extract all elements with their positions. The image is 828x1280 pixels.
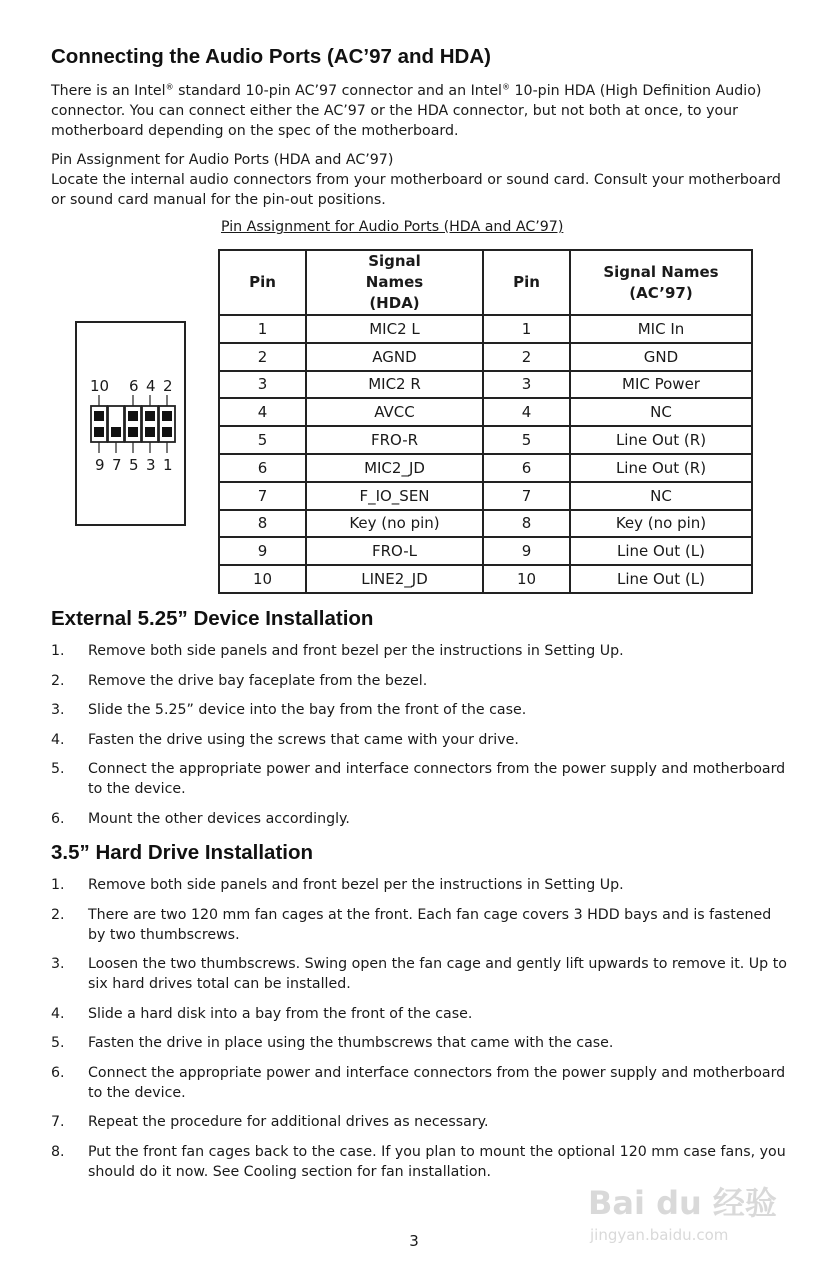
cell-signal-ac97: Line Out (R) (570, 454, 752, 482)
step-number: 3. (51, 702, 65, 718)
cell-pin: 6 (483, 454, 570, 482)
pin-2 (162, 411, 172, 421)
cell-signal-ac97: Line Out (L) (570, 565, 752, 593)
external-heading: External 5.25” Device Installation (51, 607, 374, 630)
list-item (51, 1004, 791, 1024)
pin-assignment-title: Pin Assignment for Audio Ports (HDA and AC’97) (51, 152, 394, 168)
cell-signal-hda: Key (no pin) (306, 510, 483, 538)
step-text: Put the front fan cages back to the case. If you plan to mount the optional 120 mm case fans, you should do it now. See Cooling section for fan installation. (88, 1143, 786, 1180)
step-text: Fasten the drive using the screws that came with your drive. (88, 731, 519, 748)
cell-signal-ac97: Line Out (L) (570, 537, 752, 565)
list-item (51, 809, 791, 829)
connector-diagram (75, 321, 186, 526)
cell-signal-ac97: Line Out (R) (570, 426, 752, 454)
header-signal-hda-label: Signal Names (HDA) (365, 252, 424, 312)
list-item (51, 1112, 791, 1132)
step-text: Fasten the drive in place using the thumbscrews that came with the case. (88, 1035, 614, 1051)
page-number: 3 (409, 1232, 419, 1250)
table-row (219, 343, 752, 371)
table-header-row (219, 250, 752, 315)
pin-9 (94, 427, 104, 437)
step-text: Remove both side panels and front bezel per the instructions in Setting Up. (88, 877, 624, 893)
step-number: 5. (51, 761, 65, 777)
step-text: Slide the 5.25” device into the bay from the front of the case. (88, 702, 527, 718)
pin-label-9: 9 (95, 456, 105, 474)
cell-signal-ac97: MIC In (570, 315, 752, 343)
step-text: There are two 120 mm fan cages at the front. Each fan cage covers 3 HDD bays and is fastened by two thumbscrews. (88, 906, 772, 943)
table-row (219, 482, 752, 510)
list-item (51, 759, 791, 799)
cell-signal-ac97: NC (570, 482, 752, 510)
audio-heading: Connecting the Audio Ports (AC’97 and HDA) (51, 45, 491, 68)
table-row (219, 565, 752, 593)
cell-pin: 10 (483, 565, 570, 593)
pin-1 (162, 427, 172, 437)
step-text: Connect the appropriate power and interface connectors from the power supply and motherboard to the device. (88, 1064, 786, 1101)
step-text: Remove the drive bay faceplate from the bezel. (88, 672, 428, 689)
pin-10 (94, 411, 104, 421)
pin-label-10: 10 (90, 377, 110, 395)
header-pin-hda: Pin (219, 250, 306, 315)
step-number: 4. (51, 731, 65, 748)
cell-pin: 8 (483, 510, 570, 538)
pin-4 (145, 411, 155, 421)
pin-label-1: 1 (163, 456, 173, 474)
step-text: Loosen the two thumbscrews. Swing open the fan cage and gently lift upwards to remove it. Up to six hard drives total can be installed. (88, 956, 787, 992)
table-row (219, 398, 752, 426)
pin-assignment-table (218, 249, 753, 594)
step-number: 7. (51, 1114, 65, 1130)
pin-5 (128, 427, 138, 437)
header-signal-ac97 (570, 250, 752, 315)
cell-pin: 10 (219, 565, 306, 593)
step-text: Connect the appropriate power and interface connectors from the power supply and motherboard to the device. (88, 761, 786, 797)
step-text: Repeat the procedure for additional drives as necessary. (88, 1114, 489, 1130)
hdd-steps-list (51, 875, 791, 1191)
cell-pin: 5 (219, 426, 306, 454)
pin-label-2: 2 (163, 377, 173, 395)
table-row (219, 371, 752, 399)
cell-pin: 3 (483, 371, 570, 399)
step-text: Remove both side panels and front bezel per the instructions in Setting Up. (88, 643, 624, 659)
watermark-url: jingyan.baidu.com (590, 1226, 729, 1244)
pin-label-6: 6 (129, 377, 139, 395)
step-number: 4. (51, 1005, 65, 1022)
table-row (219, 315, 752, 343)
cell-pin: 9 (219, 537, 306, 565)
cell-pin: 4 (219, 398, 306, 426)
table-row (219, 537, 752, 565)
cell-pin: 2 (219, 343, 306, 371)
cell-pin: 5 (483, 426, 570, 454)
cell-signal-hda: AVCC (306, 398, 483, 426)
list-item (51, 1033, 791, 1053)
header-pin-ac97: Pin (483, 250, 570, 315)
cell-pin: 7 (483, 482, 570, 510)
cell-signal-ac97: MIC Power (570, 371, 752, 399)
step-number: 1. (51, 877, 65, 893)
pin-label-3: 3 (146, 456, 156, 474)
list-item (51, 730, 791, 750)
cell-signal-hda: F_IO_SEN (306, 482, 483, 510)
audio-intro: There is an Intel® standard 10-pin AC’97 connector and an Intel® 10-pin HDA (High Definition Audio) connector. You can connect either the AC’97 or the HDA connector, but not both at once, to your motherboard depending on the spec of the motherboard. (51, 82, 762, 139)
cell-signal-hda: FRO-L (306, 537, 483, 565)
hdd-heading: 3.5” Hard Drive Installation (51, 841, 314, 864)
cell-pin: 4 (483, 398, 570, 426)
step-text: Slide a hard disk into a bay from the front of the case. (88, 1005, 473, 1022)
cell-signal-hda: MIC2_JD (306, 454, 483, 482)
table-row (219, 454, 752, 482)
cell-signal-ac97: NC (570, 398, 752, 426)
watermark-logo-text: Bai du 经验 (588, 1184, 777, 1222)
list-item (51, 954, 791, 994)
cell-signal-hda: MIC2 L (306, 315, 483, 343)
step-number: 1. (51, 643, 65, 659)
cell-pin: 3 (219, 371, 306, 399)
cell-signal-hda: AGND (306, 343, 483, 371)
step-number: 5. (51, 1035, 65, 1051)
step-number: 3. (51, 956, 65, 972)
step-number: 2. (51, 906, 65, 923)
pin-7 (111, 427, 121, 437)
list-item (51, 1142, 791, 1182)
pin-3 (145, 427, 155, 437)
connector-pinout-svg (77, 323, 188, 528)
header-signal-hda (306, 250, 483, 315)
cell-pin: 7 (219, 482, 306, 510)
step-text: Mount the other devices accordingly. (88, 810, 350, 827)
pin-assignment-desc: Locate the internal audio connectors from your motherboard or sound card. Consult your motherboard or sound card manual for the pin-out positions. (51, 172, 781, 208)
table-row (219, 510, 752, 538)
header-signal-ac97-label: Signal Names (AC’97) (603, 262, 719, 302)
cell-signal-hda: LINE2_JD (306, 565, 483, 593)
pin-6 (128, 411, 138, 421)
pin-label-4: 4 (146, 377, 156, 395)
pin-label-5: 5 (129, 456, 139, 474)
cell-pin: 9 (483, 537, 570, 565)
list-item (51, 641, 791, 661)
cell-pin: 2 (483, 343, 570, 371)
list-item (51, 700, 791, 720)
step-number: 6. (51, 810, 65, 827)
list-item (51, 875, 791, 895)
step-number: 8. (51, 1143, 65, 1160)
cell-signal-hda: FRO-R (306, 426, 483, 454)
external-steps-list (51, 641, 791, 838)
list-item (51, 905, 791, 945)
cell-signal-hda: MIC2 R (306, 371, 483, 399)
cell-signal-ac97: Key (no pin) (570, 510, 752, 538)
cell-pin: 6 (219, 454, 306, 482)
cell-pin: 1 (483, 315, 570, 343)
cell-pin: 1 (219, 315, 306, 343)
pin-label-7: 7 (112, 456, 122, 474)
step-number: 6. (51, 1064, 65, 1081)
table-row (219, 426, 752, 454)
cell-pin: 8 (219, 510, 306, 538)
list-item (51, 671, 791, 691)
cell-signal-ac97: GND (570, 343, 752, 371)
step-number: 2. (51, 672, 65, 689)
table-caption: Pin Assignment for Audio Ports (HDA and AC’97) (221, 219, 564, 235)
list-item (51, 1063, 791, 1103)
